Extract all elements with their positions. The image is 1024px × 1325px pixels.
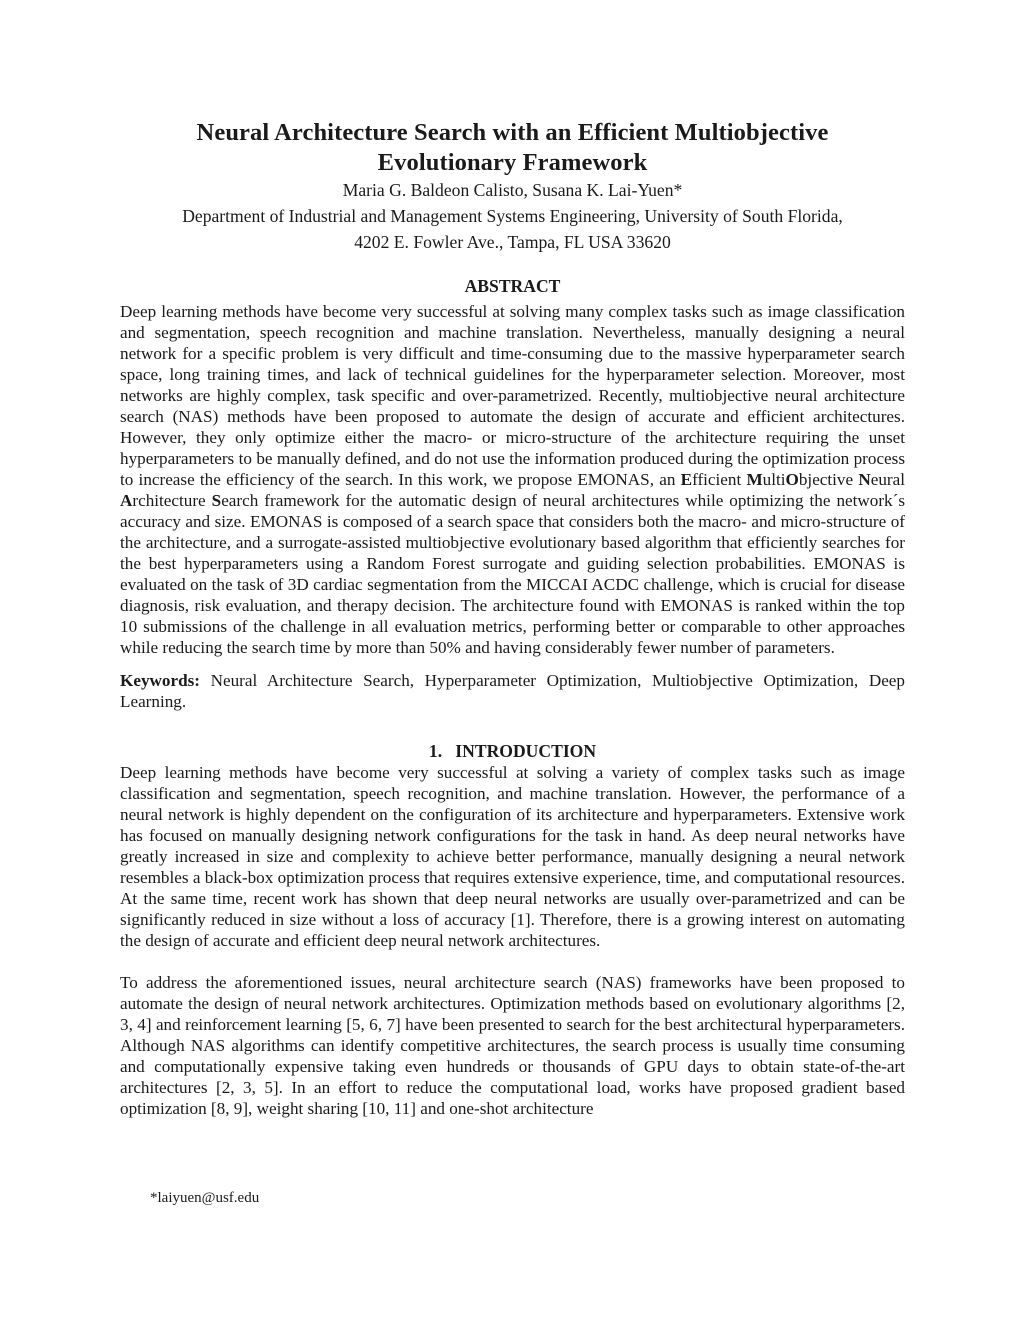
abstract-heading: ABSTRACT — [464, 276, 561, 296]
authors: Maria G. Baldeon Calisto, Susana K. Lai-Yuen* — [342, 180, 683, 200]
abstract-text — [120, 301, 905, 658]
acronym-word: Multi — [746, 470, 786, 489]
keywords-label: Keywords: — [120, 671, 200, 690]
abstract-text-part-1: Deep learning methods have become very successful at solving many complex tasks such as image classification and segmentation, speech recognition and machine translation. Nevertheless, manually designing a neural network for a specific problem is very difficult and time-consuming due to the massive hyperparameter search space, long training times, and lack of technical guidelines for the hyperparameter selection. Moreover, most networks are highly complex, task specific and over-parametrized. Recently, multiobjective neural architecture search (NAS) methods have been proposed to automate the design of accurate and efficient architectures. However, they only optimize either the macro- or micro-structure of the architecture requiring the unset hyperparameters to be manually defined, and do not use the information produced during the optimization process to increase the efficiency of the search. In this work, we propose EMONAS, an — [120, 302, 905, 489]
paper-title — [120, 118, 905, 178]
acronym-word: Neural — [858, 470, 905, 489]
introduction-paragraph-2: To address the aforementioned issues, neural architecture search (NAS) frameworks have been proposed to automate the design of neural network architectures. Optimization methods based on evolutionary algorithms [2, 3, 4] and reinforcement learning [5, 6, 7] have been presented to search for the best architectural hyperparameters. Although NAS algorithms can identify competitive architectures, the search process is usually time consuming and computationally expensive taking even hundreds or thousands of GPU days to obtain state-of-the-art architectures [2, 3, 5]. In an effort to reduce the computational load, works have proposed gradient based optimization [8, 9], weight sharing [10, 11] and one-shot architecture — [120, 973, 905, 1118]
keywords-list: Neural Architecture Search, Hyperparameter Optimization, Multiobjective Optimization, Deep Learning. — [120, 671, 905, 711]
introduction-paragraph-1: Deep learning methods have become very successful at solving a variety of complex tasks such as image classification and segmentation, speech recognition, and machine translation. However, the performance of a neural network is highly dependent on the configuration of its architecture and hyperparameters. Extensive work has focused on manually designing network configurations for the task in hand. As deep neural networks have greatly increased in size and complexity to achieve better performance, manually designing a neural network resembles a black-box optimization process that requires extensive experience, time, and computational resources. At the same time, recent work has shown that deep neural networks are usually over-parametrized and can be significantly reduced in size without a loss of accuracy [1]. Therefore, there is a growing interest on automating the design of accurate and efficient deep neural network architectures. — [120, 763, 905, 950]
paper-page — [120, 118, 905, 1119]
affiliation-line-1: Department of Industrial and Management Systems Engineering, University of South Florida, — [182, 206, 843, 226]
affiliation-line-2: 4202 E. Fowler Ave., Tampa, FL USA 33620 — [354, 232, 671, 252]
footnote-email: *laiyuen@usf.edu — [150, 1190, 260, 1206]
acronym-word: Architecture — [120, 491, 212, 510]
acronym-word: Efficient — [680, 470, 747, 489]
title-line-1: Neural Architecture Search with an Efficient Multiobjective — [196, 119, 829, 146]
title-line-2: Evolutionary Framework — [377, 149, 648, 176]
acronym-word: Objective — [785, 470, 859, 489]
introduction-heading: 1. INTRODUCTION — [428, 741, 597, 761]
acronym-word: Search — [211, 491, 259, 510]
keywords — [120, 670, 905, 712]
abstract-text-part-2: framework for the automatic design of neural architectures while optimizing the network´s accuracy and size. EMONAS is composed of a search space that considers both the macro- and micro-structure of the architecture, and a surrogate-assisted multiobjective evolutionary based algorithm that efficiently searches for the best hyperparameters using a Random Forest surrogate and guiding selection probabilities. EMONAS is evaluated on the task of 3D cardiac segmentation from the MICCAI ACDC challenge, which is crucial for disease diagnosis, risk evaluation, and therapy decision. The architecture found with EMONAS is ranked within the top 10 submissions of the challenge in all evaluation metrics, performing better or comparable to other approaches while reducing the search time by more than 50% and having considerably fewer number of parameters. — [120, 491, 906, 657]
